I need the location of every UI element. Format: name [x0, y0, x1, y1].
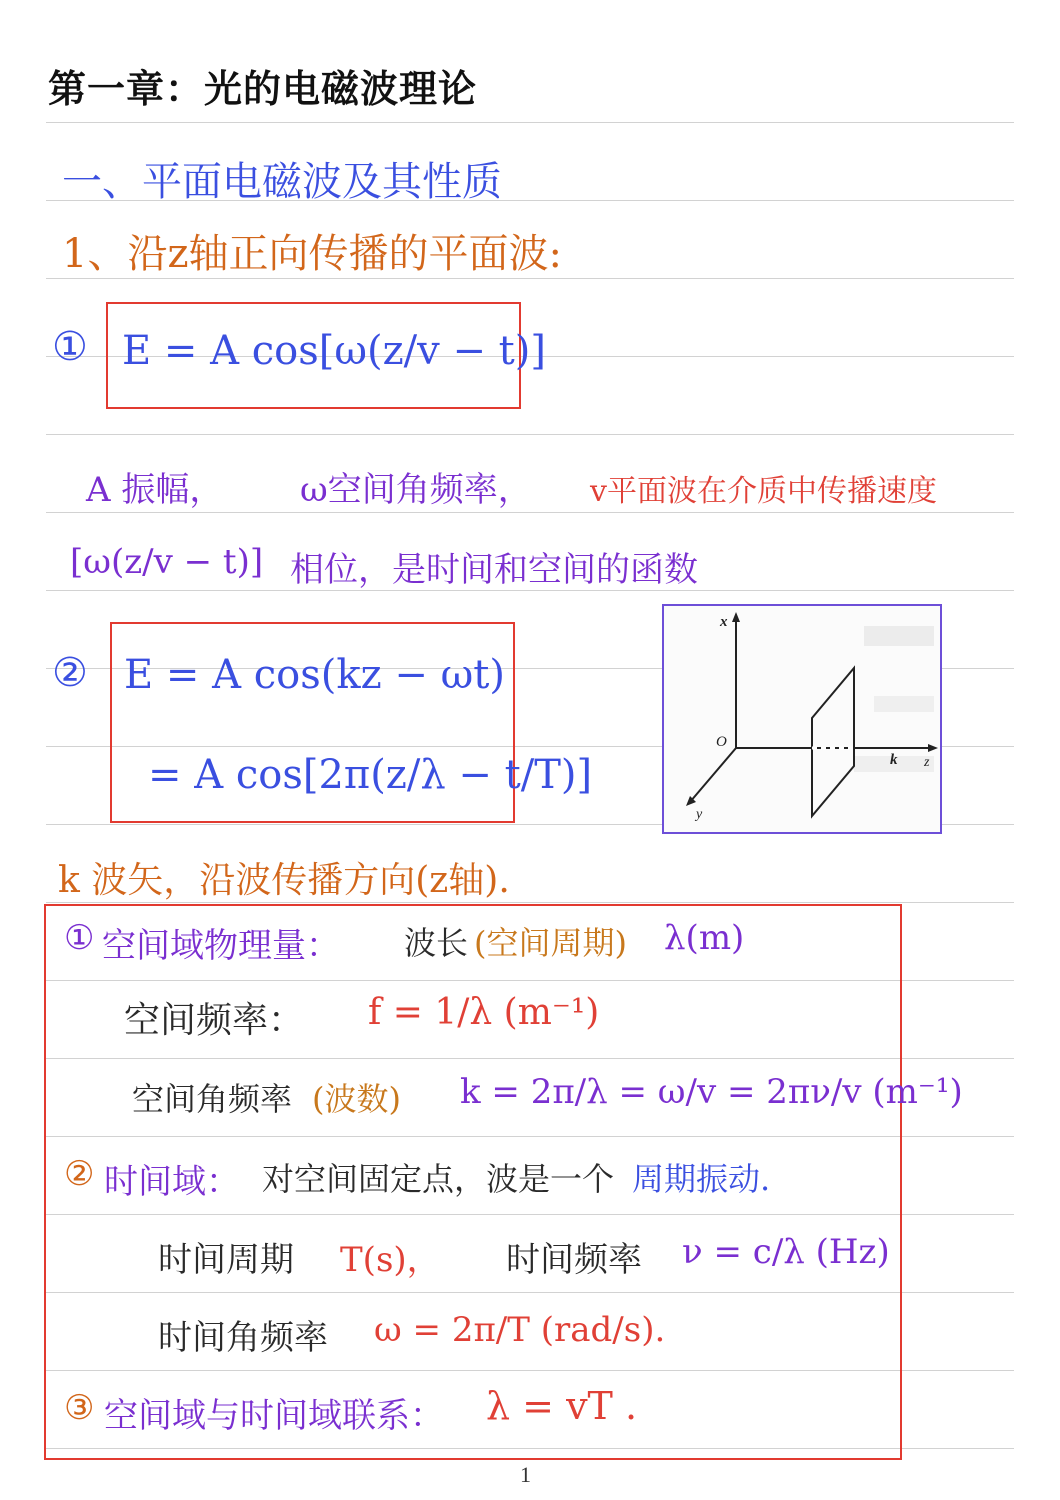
time-angfreq-formula: ω = 2π/T (rad/s). — [374, 1310, 666, 1350]
rule-line — [46, 434, 1014, 435]
time-freq-formula: ν = c/λ (Hz) — [682, 1232, 890, 1272]
desc-amplitude: A 振幅， — [86, 470, 224, 510]
wavelength-symbol: λ(m) — [664, 918, 745, 958]
desc-omega: ω空间角频率， — [300, 470, 532, 510]
space-angfreq-label: 空间角频率 — [132, 1080, 293, 1118]
phase-text: 相位，是时间和空间的函数 — [290, 550, 698, 590]
wavelength-label: 波长 — [404, 924, 469, 962]
eq1-formula: E = A cos[ω(z/v − t)] — [122, 328, 546, 374]
wave-diagram — [664, 606, 940, 832]
eq2-line1: E = A cos(kz − ωt) — [124, 652, 505, 698]
k-label: k — [890, 752, 898, 768]
time-period-symbol: T(s)， — [340, 1240, 441, 1280]
section-heading: 一、平面电磁波及其性质 — [62, 159, 502, 205]
axis-z-label: z — [924, 755, 930, 770]
time-freq-label: 时间频率 — [506, 1240, 642, 1280]
space-freq-formula: f = 1/λ (m⁻¹) — [368, 992, 600, 1033]
time-domain-heading: 时间域： — [104, 1162, 240, 1202]
space-angfreq-formula: k = 2π/λ = ω/v = 2πν/v (m⁻¹) — [460, 1072, 963, 1112]
time-domain-desc: 对空间固定点，波是一个 — [262, 1160, 615, 1198]
space-freq-label: 空间频率： — [124, 1000, 305, 1041]
eq2-line2: = A cos[2π(z/λ − t/T)] — [148, 752, 593, 798]
rule-line — [46, 512, 1014, 513]
page-title: 第一章：光的电磁波理论 — [48, 67, 478, 111]
subsection-heading: 1、沿z轴正向传播的平面波: — [62, 231, 562, 277]
y-axis — [690, 748, 736, 802]
z-arrow — [928, 744, 938, 752]
time-angfreq-label: 时间角频率 — [158, 1318, 328, 1358]
origin-label: O — [716, 734, 727, 750]
space-angfreq-paren: (波数) — [312, 1080, 401, 1118]
axis-x-label: x — [720, 614, 728, 630]
eq1-marker: ① — [52, 324, 88, 370]
page-number: 1 — [520, 1462, 531, 1487]
rule-line — [46, 122, 1014, 123]
time-domain-desc2: 周期振动. — [632, 1160, 771, 1198]
wavelength-paren: (空间周期) — [474, 924, 627, 962]
time-domain-marker: ② — [64, 1154, 95, 1194]
relation-marker: ③ — [64, 1388, 95, 1428]
x-arrow — [732, 612, 740, 622]
time-period-label: 时间周期 — [158, 1240, 294, 1280]
relation-formula: λ = vT . — [486, 1384, 638, 1428]
axis-y-label: y — [696, 807, 703, 822]
wave-vector-note: k 波矢，沿波传播方向(z轴). — [58, 860, 510, 901]
wave-plane — [812, 668, 854, 816]
phase-expression: [ω(z/v − t)] — [70, 542, 264, 582]
desc-velocity: v平面波在介质中传播速度 — [590, 474, 937, 509]
space-domain-marker: ① — [64, 918, 95, 958]
wave-figure — [662, 604, 942, 834]
eq2-marker: ② — [52, 650, 88, 696]
space-domain-heading: 空间域物理量： — [102, 926, 340, 966]
relation-label: 空间域与时间域联系： — [104, 1396, 444, 1436]
